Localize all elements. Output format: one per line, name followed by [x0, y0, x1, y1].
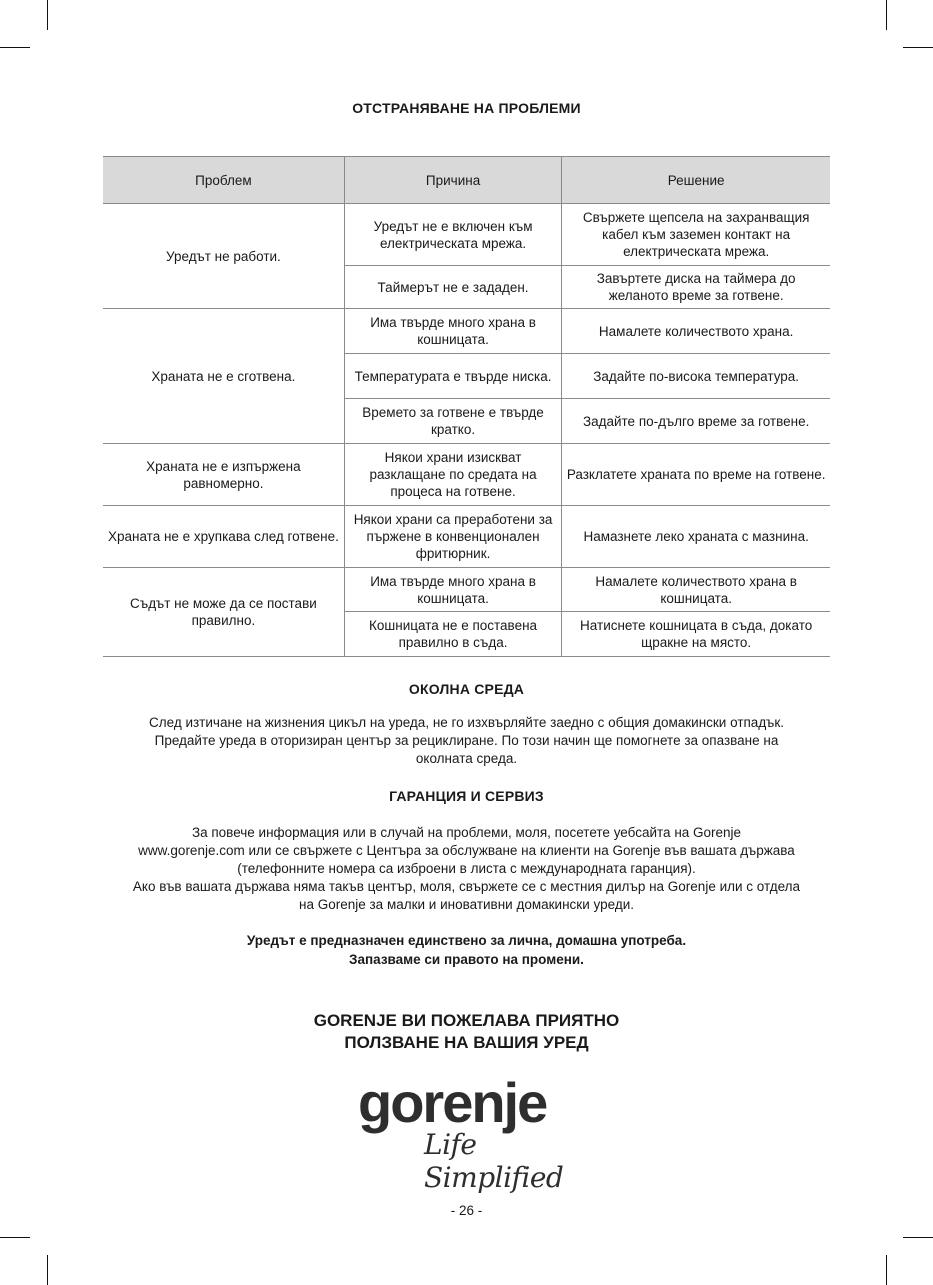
crop-mark	[47, 1255, 48, 1285]
table-row	[103, 444, 830, 506]
table-row	[103, 204, 830, 266]
crop-mark	[0, 47, 30, 48]
problem-cell: Уредът не работи.	[103, 204, 344, 309]
page-number: - 26 -	[450, 1203, 483, 1218]
notice-personal-use: Уредът е предназначен единствено за лична, домашна употреба.	[246, 933, 687, 948]
solution-cell: Разклатете храната по време на готвене.	[562, 444, 830, 506]
cause-cell: Температурата е твърде ниска.	[344, 354, 561, 399]
crop-mark	[0, 1237, 30, 1238]
text-line: За повече информация или в случай на проблеми, моля, посетете уебсайта на Gorenje	[191, 825, 742, 840]
problem-cell: Храната не е изпържена равномерно.	[103, 444, 344, 506]
text-line: околната среда.	[415, 751, 518, 766]
cause-cell: Има твърде много храна в кошницата.	[344, 568, 561, 612]
cause-cell: Уредът не е включен към електрическата мрежа.	[344, 204, 561, 266]
troubleshooting-title: ОТСТРАНЯВАНЕ НА ПРОБЛЕМИ	[352, 100, 581, 116]
closing-line: ПОЛЗВАНЕ НА ВАШИЯ УРЕД	[344, 1033, 589, 1052]
problem-cell: Храната не е хрупкава след готвене.	[103, 506, 344, 568]
solution-cell: Задайте по-дълго време за готвене.	[562, 399, 830, 444]
table-row	[103, 309, 830, 354]
cause-cell: Таймерът не е зададен.	[344, 266, 561, 309]
cause-cell: Кошницата не е поставена правилно в съда.	[344, 612, 561, 657]
crop-mark	[903, 1237, 933, 1238]
crop-mark	[886, 1255, 887, 1285]
warranty-title: ГАРАНЦИЯ И СЕРВИЗ	[389, 788, 544, 804]
closing-message	[100, 1010, 833, 1054]
solution-cell: Завъртете диска на таймера до желаното време за готвене.	[562, 266, 830, 309]
logo-tagline: Life Simplified	[424, 1128, 564, 1194]
header-cause: Причина	[344, 157, 561, 204]
table-row	[103, 568, 830, 612]
solution-cell: Намазнете леко храната с мазнина.	[562, 506, 830, 568]
cause-cell: Някои храни изискват разклащане по средата на процеса на готвене.	[344, 444, 561, 506]
solution-cell: Намалете количеството храна.	[562, 309, 830, 354]
solution-cell: Натиснете кошницата в съда, докато щракне на място.	[562, 612, 830, 657]
table-row	[103, 506, 830, 568]
text-line: на Gorenje за малки и иновативни домакински уреди.	[299, 897, 634, 912]
warranty-text	[100, 824, 833, 914]
solution-cell: Задайте по-висока температура.	[562, 354, 830, 399]
header-problem: Проблем	[103, 157, 344, 204]
usage-notice	[100, 931, 833, 969]
text-line: Предайте уреда в оторизиран център за рециклиране. По този начин ще помогнете за опазване на	[154, 733, 779, 748]
cause-cell: Има твърде много храна в кошницата.	[344, 309, 561, 354]
crop-mark	[47, 0, 48, 30]
text-line: (телефонните номера са изброени в листа с международната гаранция).	[237, 861, 696, 876]
environment-text	[100, 714, 833, 768]
solution-cell: Намалете количеството храна в кошницата.	[562, 568, 830, 612]
text-line: Ако във вашата държава няма такъв център, моля, свържете се с местния дилър на Gorenje или с отдела	[132, 879, 801, 894]
logo-brand: gorenje	[358, 1071, 547, 1134]
solution-cell: Свържете щепсела на захранващия кабел към заземен контакт на електрическата мрежа.	[562, 204, 830, 266]
cause-cell: Времето за готвене е твърде кратко.	[344, 399, 561, 444]
problem-cell: Съдът не може да се постави правилно.	[103, 568, 344, 657]
troubleshooting-table	[103, 156, 830, 657]
problem-cell: Храната не е сготвена.	[103, 309, 344, 444]
crop-mark	[903, 47, 933, 48]
table-header-row	[103, 157, 830, 204]
cause-cell: Някои храни са преработени за пържене в конвенционален фритюрник.	[344, 506, 561, 568]
environment-title: ОКОЛНА СРЕДА	[408, 681, 525, 697]
text-line: След изтичане на жизнения цикъл на уреда, не го изхвърляйте заедно с общия домакински отпадък.	[148, 715, 784, 730]
header-solution: Решение	[562, 157, 830, 204]
crop-mark	[886, 0, 887, 30]
gorenje-logo	[358, 1070, 588, 1194]
text-line: www.gorenje.com или се свържете с Центъра за обслужване на клиенти на Gorenje във вашата държава	[138, 843, 795, 858]
closing-line: GORENJE ВИ ПОЖЕЛАВА ПРИЯТНО	[313, 1011, 620, 1030]
notice-changes-reserved: Запазваме си правото на промени.	[349, 952, 584, 967]
